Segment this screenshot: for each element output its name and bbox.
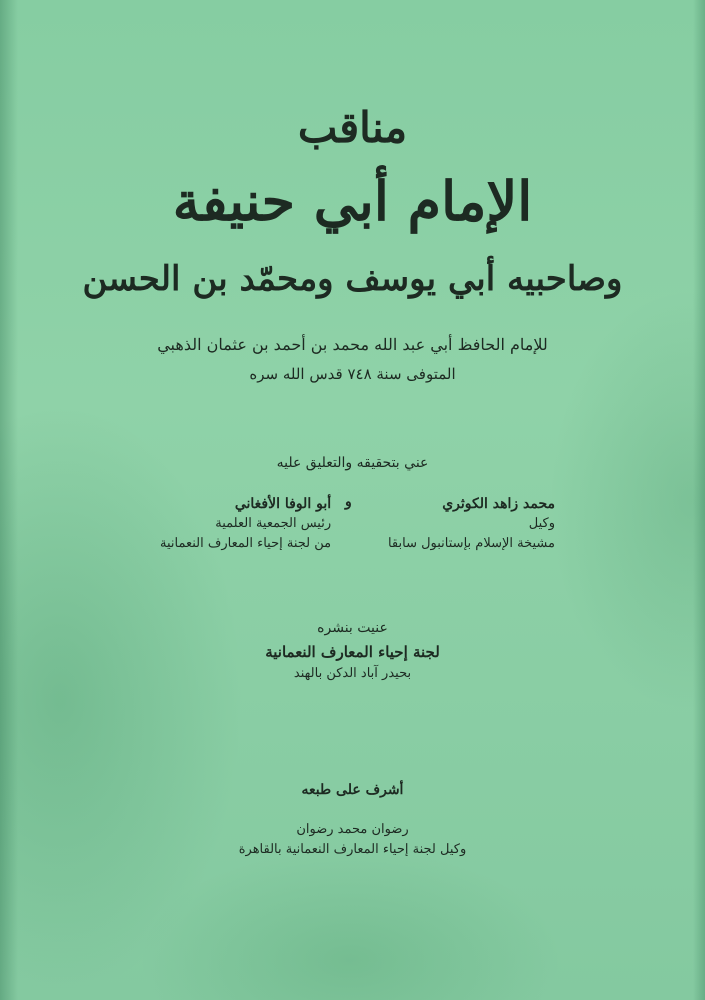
author-line-2: المتوفى سنة ٧٤٨ قدس الله سره bbox=[249, 365, 456, 383]
editors-intro: عني بتحقيقه والتعليق عليه bbox=[276, 455, 429, 471]
editor-left-detail: من لجنة إحياء المعارف النعمانية bbox=[160, 536, 332, 551]
editor-right-detail: مشيخة الإسلام بإستانبول سابقا bbox=[387, 536, 555, 551]
publisher-line-3: بحيدر آباد الدكن بالهند bbox=[293, 666, 412, 681]
editor-left bbox=[160, 494, 331, 554]
publisher-line-2: لجنة إحياء المعارف النعمانية bbox=[265, 643, 440, 661]
editors-conjunction: و bbox=[345, 494, 352, 510]
editor-left-name: أبو الوفا الأفغاني bbox=[234, 496, 332, 512]
publisher-line-1: عنيت بنشره bbox=[317, 620, 388, 636]
editor-left-role: رئيس الجمعية العلمية bbox=[215, 516, 332, 531]
title-line-3: وصاحبيه أبي يوسف ومحمّد بن الحسن bbox=[82, 259, 623, 299]
title-line-1: مناقب bbox=[297, 103, 408, 152]
supervisor-line-3: وكيل لجنة إحياء المعارف النعمانية بالقاهرة bbox=[238, 842, 467, 857]
editor-right bbox=[388, 494, 555, 554]
editor-right-name: محمد زاهد الكوثري bbox=[442, 496, 555, 512]
editor-right-role: وكيل bbox=[528, 516, 555, 531]
supervisor-line-1: أشرف على طبعه bbox=[301, 782, 404, 798]
author-line-1: للإمام الحافظ أبي عبد الله محمد بن أحمد بن عثمان الذهبي bbox=[157, 335, 548, 354]
supervisor-line-2: رضوان محمد رضوان bbox=[296, 822, 409, 837]
title-line-2: الإمام أبي حنيفة bbox=[172, 169, 533, 233]
